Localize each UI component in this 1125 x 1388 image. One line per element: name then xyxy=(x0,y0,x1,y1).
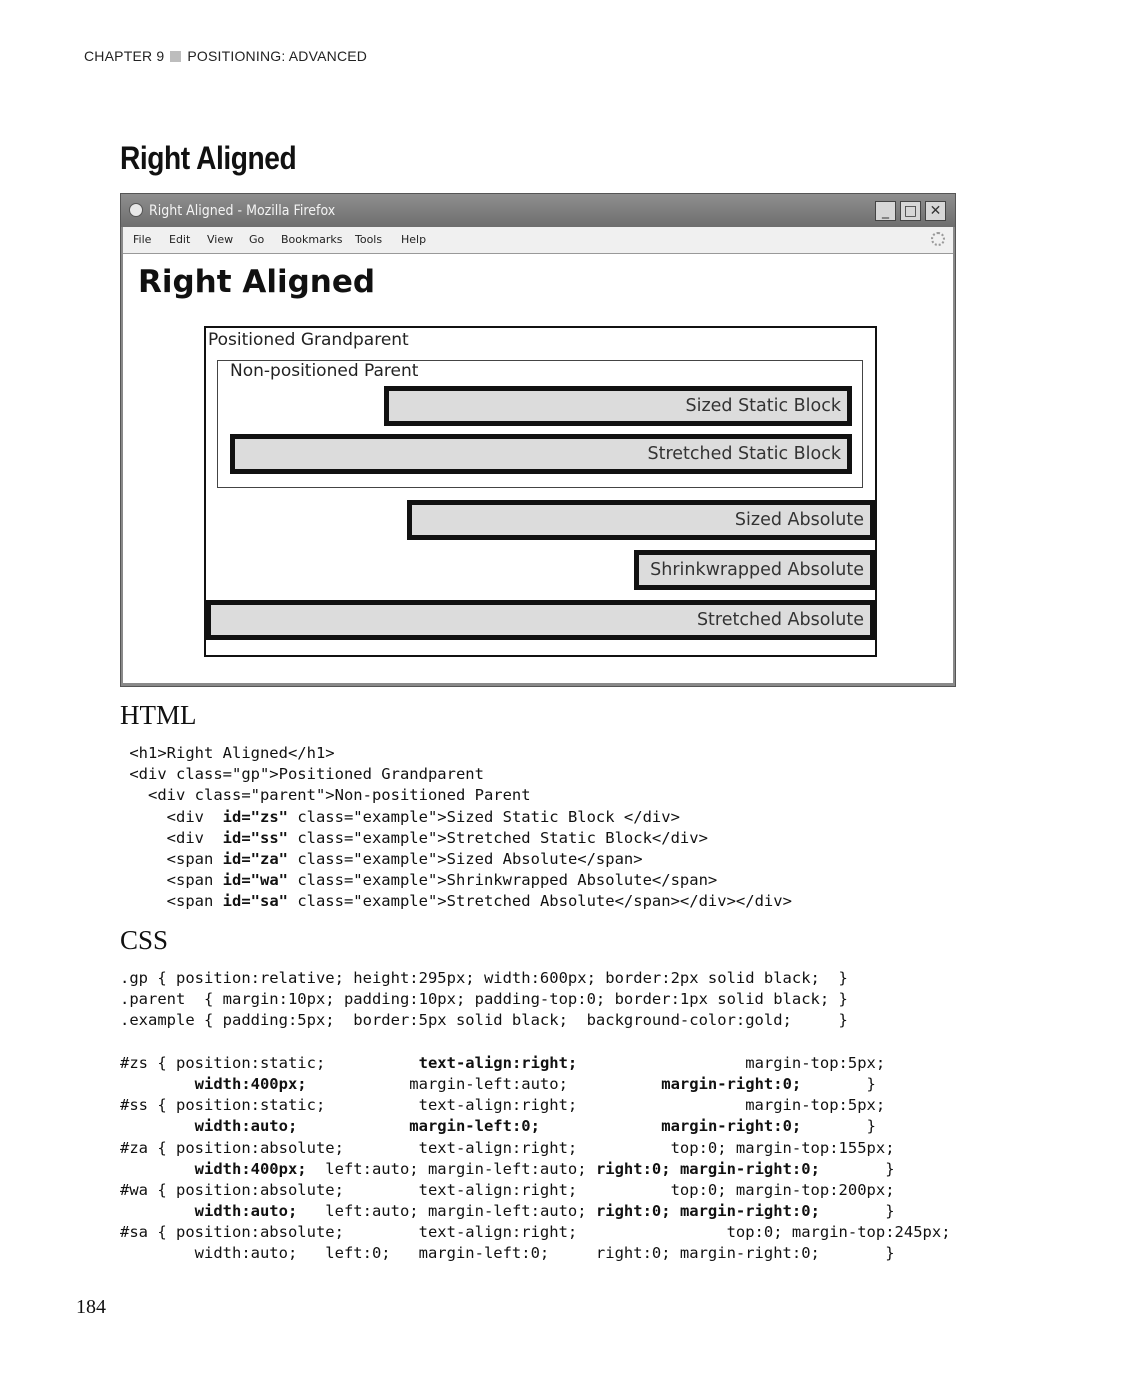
code-bold-segment: id="za" xyxy=(222,849,288,868)
positioned-grandparent xyxy=(204,326,877,657)
code-segment: class="example">Shrinkwrapped Absolute</span> xyxy=(287,871,718,890)
menu-bookmarks: Bookmarks xyxy=(281,233,343,246)
code-bold-segment: margin-right:0; xyxy=(661,1117,802,1136)
code-segment xyxy=(120,1033,129,1051)
menu-view: View xyxy=(207,233,234,246)
code-segment: width:auto; left:0; margin-left:0; right:0; margin-right:0; } xyxy=(120,1244,895,1263)
code-line xyxy=(120,764,792,785)
minimize-icon: _ xyxy=(875,201,896,221)
code-line xyxy=(120,1095,951,1116)
code-segment: <div class="gp">Positioned Grandparent xyxy=(120,765,484,784)
code-line xyxy=(120,807,792,828)
code-line xyxy=(120,1180,951,1201)
code-line xyxy=(120,828,792,849)
menu-edit: Edit xyxy=(169,233,191,246)
code-line xyxy=(120,870,792,891)
code-segment: <div class="parent">Non-positioned Parent xyxy=(120,786,531,805)
code-segment: } xyxy=(819,1159,895,1178)
code-line xyxy=(120,849,792,870)
parent-label: Non-positioned Parent xyxy=(230,361,419,381)
code-segment: } xyxy=(801,1117,876,1136)
firefox-logo-icon xyxy=(129,203,143,217)
code-bold-segment: id="ss" xyxy=(222,828,288,847)
page-heading: Right Aligned xyxy=(138,264,376,300)
section-title: Right Aligned xyxy=(120,140,297,176)
shrinkwrapped-absolute-block: Shrinkwrapped Absolute xyxy=(634,550,875,590)
throbber-icon xyxy=(931,232,945,246)
code-bold-segment: margin-right:0; xyxy=(661,1074,802,1093)
code-line xyxy=(120,989,951,1010)
code-segment: class="example">Stretched Static Block</div> xyxy=(287,828,708,847)
code-segment: <div xyxy=(120,807,223,826)
code-line xyxy=(120,1074,951,1095)
grandparent-label: Positioned Grandparent xyxy=(208,330,409,350)
stretched-static-block: Stretched Static Block xyxy=(230,434,852,474)
code-segment xyxy=(120,1075,195,1093)
sized-absolute-block: Sized Absolute xyxy=(407,500,875,540)
code-segment: .parent { margin:10px; padding:10px; padding-top:0; border:1px solid black; } xyxy=(120,990,848,1009)
code-line xyxy=(120,1159,951,1180)
code-segment xyxy=(671,1202,680,1220)
html-code-block xyxy=(120,743,792,913)
code-segment: } xyxy=(819,1202,895,1221)
code-bold-segment: width:400px; xyxy=(194,1074,307,1093)
menu-bar xyxy=(123,227,953,254)
code-bold-segment: margin-right:0; xyxy=(679,1159,820,1178)
code-bold-segment: width:auto; xyxy=(194,1202,298,1221)
code-segment: <span xyxy=(120,892,223,911)
code-bold-segment: width:auto; xyxy=(194,1117,298,1136)
code-bold-segment: id="zs" xyxy=(222,807,288,826)
browser-window-screenshot xyxy=(120,193,956,687)
code-line xyxy=(120,968,951,989)
close-icon: ✕ xyxy=(925,201,946,221)
code-segment: class="example">Sized Absolute</span> xyxy=(287,849,643,868)
menu-tools: Tools xyxy=(355,233,383,246)
code-line xyxy=(120,1243,951,1264)
code-segment: class="example">Stretched Absolute</span></div></div> xyxy=(287,892,792,911)
code-line xyxy=(120,1010,951,1031)
sized-static-block: Sized Static Block xyxy=(384,386,852,426)
code-segment xyxy=(120,1117,195,1135)
browser-viewport xyxy=(123,254,953,683)
css-heading: CSS xyxy=(120,925,169,955)
code-segment: margin-left:auto; xyxy=(306,1074,662,1093)
maximize-icon: □ xyxy=(900,201,921,221)
page-number: 184 xyxy=(76,1296,106,1318)
menu-help: Help xyxy=(401,233,427,246)
code-segment: margin-top:5px; xyxy=(577,1053,886,1072)
code-line xyxy=(120,1138,951,1159)
code-bold-segment: margin-right:0; xyxy=(679,1202,820,1221)
code-segment: #ss { position:static; text-align:right; margin-top:5px; xyxy=(120,1096,886,1115)
code-segment xyxy=(120,1160,195,1178)
code-segment: } xyxy=(801,1074,876,1093)
code-segment: #sa { position:absolute; text-align:right; top:0; margin-top:245px; xyxy=(120,1223,951,1242)
code-segment xyxy=(671,1160,680,1178)
menu-file: File xyxy=(133,233,152,246)
html-heading: HTML xyxy=(120,700,197,730)
code-bold-segment: text-align:right; xyxy=(418,1053,578,1072)
code-line xyxy=(120,1116,951,1137)
code-line xyxy=(120,743,792,764)
code-segment xyxy=(120,1202,195,1220)
code-line xyxy=(120,1201,951,1222)
non-positioned-parent xyxy=(217,360,863,488)
code-bold-segment: id="sa" xyxy=(222,892,288,911)
code-segment: class="example">Sized Static Block </div> xyxy=(287,807,680,826)
code-segment: <h1>Right Aligned</h1> xyxy=(120,744,335,762)
code-segment xyxy=(297,1117,409,1135)
code-bold-segment: right:0; xyxy=(595,1202,671,1221)
code-segment: .example { padding:5px; border:5px solid black; background-color:gold; } xyxy=(120,1011,848,1030)
code-segment: #zs { position:static; xyxy=(120,1053,419,1072)
code-segment: <div xyxy=(120,828,223,847)
code-segment: .gp { position:relative; height:295px; width:600px; border:2px solid black; } xyxy=(120,969,848,987)
code-segment: <span xyxy=(120,849,223,868)
window-titlebar xyxy=(121,194,955,227)
code-line xyxy=(120,785,792,806)
code-bold-segment: width:400px; xyxy=(194,1159,307,1178)
running-head-separator xyxy=(170,51,181,62)
stretched-absolute-block: Stretched Absolute xyxy=(206,600,875,640)
code-segment: #wa { position:absolute; text-align:right; top:0; margin-top:200px; xyxy=(120,1180,895,1199)
menu-go: Go xyxy=(249,233,265,246)
code-line xyxy=(120,1222,951,1243)
code-line xyxy=(120,1032,951,1053)
window-title: Right Aligned - Mozilla Firefox xyxy=(149,203,336,219)
running-head-chapter: CHAPTER 9 xyxy=(84,48,165,64)
code-segment xyxy=(540,1117,661,1135)
code-segment: #za { position:absolute; text-align:right; top:0; margin-top:155px; xyxy=(120,1138,895,1157)
running-head xyxy=(84,48,367,64)
code-segment: left:auto; margin-left:auto; xyxy=(297,1202,596,1221)
code-segment: <span xyxy=(120,871,223,890)
running-head-topic: POSITIONING: ADVANCED xyxy=(187,48,368,64)
code-bold-segment: id="wa" xyxy=(222,871,288,890)
code-bold-segment: margin-left:0; xyxy=(409,1117,540,1136)
code-line xyxy=(120,891,792,912)
css-code-block xyxy=(120,968,951,1265)
code-segment: left:auto; margin-left:auto; xyxy=(306,1159,596,1178)
code-bold-segment: right:0; xyxy=(595,1159,671,1178)
code-line xyxy=(120,1053,951,1074)
